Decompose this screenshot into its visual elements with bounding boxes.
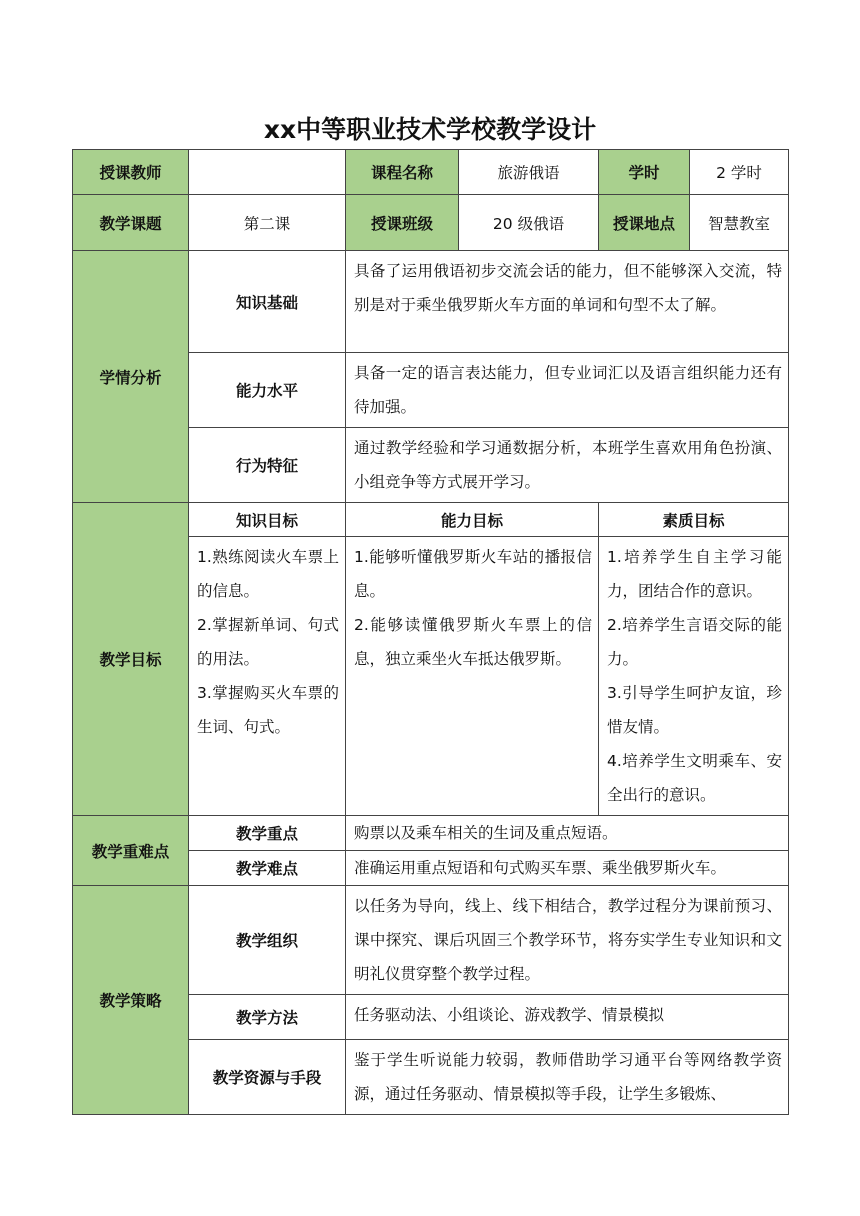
keypoint-text: 购票以及乘车相关的生词及重点短语。 [346, 816, 789, 851]
hours-value: 2 学时 [690, 150, 789, 195]
class-value: 20 级俄语 [459, 195, 599, 251]
topic-label: 教学课题 [73, 195, 189, 251]
class-label: 授课班级 [346, 195, 459, 251]
quality-objective-item: 2.培养学生言语交际的能力。 [607, 616, 782, 668]
lesson-plan-table [72, 149, 789, 1115]
strategy-item-text: 以任务为导向，线上、线下相结合，教学过程分为课前预习、课中探究、课后巩固三个教学环节，将夯实学生专业知识和文明礼仪贯穿整个教学过程。 [346, 886, 789, 995]
analysis-item-label: 行为特征 [189, 428, 346, 503]
document-title: xx中等职业技术学校教学设计 [263, 115, 597, 144]
quality-objective-item: 4.培养学生文明乘车、安全出行的意识。 [607, 752, 782, 804]
knowledge-objective-item: 2.掌握新单词、句式的用法。 [197, 616, 339, 668]
objective-header-quality: 素质目标 [599, 503, 789, 537]
strategy-item-text: 任务驱动法、小组谈论、游戏教学、情景模拟 [346, 995, 789, 1040]
strategy-item-label: 教学资源与手段 [189, 1040, 346, 1115]
analysis-label: 学情分析 [73, 251, 189, 503]
objective-header-ability: 能力目标 [346, 503, 599, 537]
quality-objectives [599, 537, 789, 816]
ability-objective-item: 1.能够听懂俄罗斯火车站的播报信息。 [354, 548, 592, 600]
quality-objective-item: 3.引导学生呵护友谊，珍惜友情。 [607, 684, 782, 736]
analysis-item-text: 具备了运用俄语初步交流会话的能力，但不能够深入交流，特别是对于乘坐俄罗斯火车方面的单词和句型不太了解。 [346, 251, 789, 353]
course-name-value: 旅游俄语 [459, 150, 599, 195]
ability-objective-item: 2.能够读懂俄罗斯火车票上的信息，独立乘坐火车抵达俄罗斯。 [354, 616, 592, 668]
keypoints-label: 教学重难点 [73, 816, 189, 886]
analysis-item-text: 通过教学经验和学习通数据分析，本班学生喜欢用角色扮演、小组竞争等方式展开学习。 [346, 428, 789, 503]
keypoint-label: 教学难点 [189, 851, 346, 886]
knowledge-objective-item: 1.熟练阅读火车票上的信息。 [197, 548, 339, 600]
hours-label: 学时 [599, 150, 690, 195]
strategy-item-label: 教学组织 [189, 886, 346, 995]
knowledge-objectives [189, 537, 346, 816]
strategy-item-text: 鉴于学生听说能力较弱，教师借助学习通平台等网络教学资源，通过任务驱动、情景模拟等手段，让学生多锻炼、 [346, 1040, 789, 1115]
teacher-value [189, 150, 346, 195]
quality-objective-item: 1.培养学生自主学习能力，团结合作的意识。 [607, 548, 782, 600]
analysis-item-label: 能力水平 [189, 353, 346, 428]
analysis-item-label: 知识基础 [189, 251, 346, 353]
strategy-label: 教学策略 [73, 886, 189, 1115]
place-label: 授课地点 [599, 195, 690, 251]
topic-value: 第二课 [189, 195, 346, 251]
ability-objectives [346, 537, 599, 816]
teacher-label: 授课教师 [73, 150, 189, 195]
objective-header-knowledge: 知识目标 [189, 503, 346, 537]
analysis-item-text: 具备一定的语言表达能力，但专业词汇以及语言组织能力还有待加强。 [346, 353, 789, 428]
keypoint-label: 教学重点 [189, 816, 346, 851]
keypoint-text: 准确运用重点短语和句式购买车票、乘坐俄罗斯火车。 [346, 851, 789, 886]
knowledge-objective-item: 3.掌握购买火车票的生词、句式。 [197, 684, 339, 736]
objectives-label: 教学目标 [73, 503, 189, 816]
place-value: 智慧教室 [690, 195, 789, 251]
strategy-item-label: 教学方法 [189, 995, 346, 1040]
course-name-label: 课程名称 [346, 150, 459, 195]
